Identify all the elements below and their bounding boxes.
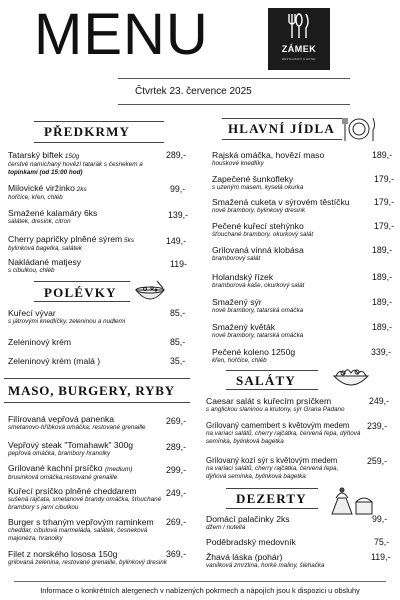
- footer-rule: [14, 581, 386, 582]
- item-price: 259,-: [367, 456, 388, 466]
- section-rule: [226, 389, 318, 390]
- plate-cutlery-icon: [342, 114, 376, 144]
- section-rule: [226, 488, 318, 489]
- section-title-predkrmy: PŘEDKRMY: [44, 124, 131, 139]
- item-name: Pečené koleno 1250g: [212, 347, 296, 357]
- restaurant-logo: [268, 8, 330, 70]
- section-rule: [4, 402, 190, 403]
- menu-item-camembert: [206, 421, 360, 446]
- item-desc: grilovaná zelenina, restované grenaille, bylinkový dresink: [8, 559, 167, 567]
- item-name: Tatarský biftek: [8, 150, 63, 160]
- item-name: Grilovaný camembert s květovým medem: [206, 421, 350, 430]
- section-rule: [4, 378, 190, 379]
- menu-item-cuketa: [212, 197, 350, 215]
- logo-tagline: RESTAURANT & HOTEL: [282, 57, 316, 61]
- item-name: Smažená cuketa v sýrovém těstíčku: [212, 197, 350, 207]
- item-desc: nové brambory, tatarská omáčka: [212, 332, 304, 340]
- item-name: Kuřecí vývar: [8, 308, 56, 318]
- item-desc: nové brambory, tatarská omáčka: [212, 307, 304, 315]
- item-size: 2ks: [74, 186, 87, 193]
- item-desc: salátek, dresink, citron: [8, 218, 71, 226]
- menu-item-tatarsky-biftek: [8, 150, 143, 177]
- item-desc: s uzeným masem, kyselá okurka: [212, 184, 304, 192]
- item-price: 369,-: [166, 549, 187, 559]
- item-price: 339,-: [371, 347, 392, 357]
- menu-item-palacinky: [206, 514, 290, 532]
- menu-item-rajska: [212, 150, 324, 168]
- item-desc: majonéza, hranolky: [8, 535, 63, 543]
- item-name: Grilované kachní prsíčko: [8, 463, 103, 473]
- item-price: 85,-: [170, 308, 186, 318]
- item-name: Zeleninový krém: [8, 337, 72, 347]
- item-name: Zeleninový krém (malá ): [8, 356, 101, 366]
- item-price: 189,-: [372, 245, 393, 255]
- item-desc: nové brambory, bylinkový dresink: [212, 207, 305, 215]
- menu-item-kalamary: [8, 208, 97, 226]
- item-desc: houskové knedlíky: [212, 160, 264, 168]
- item-desc: vanilková zmrzlina, horké maliny, šlehačka: [206, 562, 325, 570]
- item-name: Rajská omáčka, hovězí maso: [212, 150, 325, 160]
- item-name: Grilovaný kozí sýr s květovým medem: [206, 456, 338, 465]
- item-desc: smetanovo-hříbková omáčka, restované grenaille: [8, 424, 146, 432]
- item-desc: na variaci salátů, cherry rajčátka, červená řepa,: [206, 465, 339, 473]
- menu-title: MENU: [34, 2, 209, 67]
- menu-item-kachni-prsicko: [8, 463, 132, 482]
- item-desc: s játrovými knedlíčky, zeleninou a nudlemi: [8, 318, 126, 326]
- salad-bowl-icon: [330, 362, 372, 392]
- item-desc: šťouchané brambory, okurkový salát: [212, 231, 314, 239]
- item-price: 179,-: [374, 174, 395, 184]
- item-desc: sušená rajčata, smetanové brandy omáčka, šťouchané: [8, 496, 162, 504]
- item-price: 189,-: [372, 297, 393, 307]
- menu-item-milovicke-virzinko: [8, 183, 87, 202]
- section-rule: [222, 118, 342, 119]
- section-title-polevky: POLÉVKY: [44, 285, 117, 300]
- item-price: 189,-: [372, 272, 393, 282]
- item-price: 85,-: [170, 337, 186, 347]
- item-price: 179,-: [374, 197, 395, 207]
- item-name: Poděbradský medovník: [206, 537, 296, 547]
- item-price: 299,-: [166, 465, 187, 475]
- item-desc: topinkami (od 15:00 hod): [8, 168, 83, 176]
- item-desc: pepřová omáčka, brambory hranolky: [8, 450, 111, 458]
- item-desc: brusinková omáčka,restované grenaille: [8, 473, 118, 481]
- item-desc: bramborová kaše, okurkový salát: [212, 282, 305, 290]
- item-price: 269,-: [166, 416, 187, 426]
- section-rule: [34, 142, 164, 143]
- item-price: 119-: [170, 259, 187, 269]
- menu-item-medovnik: [206, 537, 296, 547]
- menu-item-koleno: [212, 347, 295, 365]
- section-rule: [34, 281, 130, 282]
- menu-item-kureci-prsicko-cheddar: [8, 486, 161, 512]
- item-desc: s anglickou slaninou a krutony, sýr Grana Padano: [206, 406, 345, 414]
- section-title-dezerty: DEZERTY: [236, 491, 307, 506]
- item-desc: bylinková bagetka, salátek: [8, 244, 82, 252]
- menu-item-veprova-panenka: [8, 414, 146, 432]
- item-desc: čerstvě namíchaný hovězí tatarák s česnekem a: [8, 160, 143, 168]
- item-name: Nakládané matjesy: [8, 257, 82, 267]
- item-price: 189,-: [372, 150, 393, 160]
- item-doneness: (medium): [104, 466, 133, 473]
- item-name: Smažený sýr: [212, 297, 262, 307]
- menu-item-zhava-laska: [206, 552, 325, 570]
- item-name: Grilovaná vinná klobása: [212, 245, 304, 255]
- item-price: 289,-: [166, 150, 187, 160]
- item-price: 179,-: [374, 221, 395, 231]
- item-size: 150g: [62, 153, 80, 160]
- item-name: Cherry papričky plněné sýrem: [8, 234, 123, 244]
- menu-item-losos: [8, 549, 167, 567]
- section-title-salaty: SALÁTY: [236, 373, 296, 388]
- menu-item-burger: [8, 517, 154, 543]
- item-name: Caesar salát s kuřecím prsíčkem: [206, 396, 332, 406]
- item-desc: hořčice, křen, chléb: [8, 193, 63, 201]
- item-name: Filírovaná vepřová panenka: [8, 414, 115, 424]
- item-desc: semínka, bylinková bagetka: [206, 438, 284, 446]
- item-size: 5ks: [122, 237, 135, 244]
- header-rule-top: [118, 78, 350, 79]
- menu-item-holandsky-rizek: [212, 272, 304, 290]
- menu-item-zeleninovy-krem: [8, 337, 71, 347]
- item-price: 249,-: [369, 396, 390, 406]
- item-name: Vepřový steak "Tomahawk" 300g: [8, 440, 134, 450]
- item-price: 35,-: [170, 356, 186, 366]
- item-price: 139,-: [168, 210, 189, 220]
- item-name: Milovické viržinko: [8, 183, 75, 193]
- item-price: 189,-: [372, 322, 393, 332]
- section-rule: [222, 139, 342, 140]
- menu-item-sunkofleky: [212, 174, 303, 192]
- menu-item-matjesy: [8, 257, 81, 275]
- item-price: 289,-: [166, 442, 187, 452]
- item-name: Filet z norského lososa 150g: [8, 549, 118, 559]
- menu-item-smazeny-kvetak: [212, 322, 303, 340]
- item-desc: křen, hořčice, chléb: [212, 357, 267, 365]
- section-title-hlavni: HLAVNÍ JÍDLA: [228, 121, 335, 136]
- item-name: Burger s trhaným vepřovým raminkem: [8, 517, 154, 527]
- item-desc: cheddar, cibulová marmeláda, salátek, česneková: [8, 527, 148, 535]
- item-desc: brambory s jarní cibulkou: [8, 504, 79, 512]
- item-name: Kuřecí prsíčko plněné cheddarem: [8, 486, 137, 496]
- menu-item-smazeny-syr: [212, 297, 303, 315]
- item-name: Domácí palačinky 2ks: [206, 514, 290, 524]
- menu-item-tomahawk: [8, 440, 133, 458]
- section-rule: [226, 370, 318, 371]
- section-rule: [34, 121, 164, 122]
- menu-date: Čtvrtek 23. července 2025: [135, 86, 252, 97]
- menu-item-kureci-stehynko: [212, 221, 313, 239]
- item-price: 119,-: [371, 552, 391, 562]
- soup-bowl-icon: [133, 278, 167, 306]
- item-price: 239,-: [367, 421, 388, 431]
- item-price: 99,-: [372, 514, 388, 524]
- menu-item-kozi-syr: [206, 456, 338, 481]
- menu-item-caesar: [206, 396, 345, 414]
- header-rule-bottom: [118, 104, 350, 105]
- item-price: 269,-: [166, 517, 187, 527]
- allergen-notice: Informace o konkrétních alergenech v nabízených pokrmech a nápojích jsou k dispozici u obsluhy: [40, 586, 360, 595]
- item-name: Smažený květák: [212, 322, 276, 332]
- section-title-maso: MASO, BURGERY, RYBY: [8, 383, 175, 398]
- item-desc: džem / nutella: [206, 524, 246, 532]
- item-price: 249,-: [166, 488, 187, 498]
- cutlery-icon: [268, 8, 330, 44]
- item-price: 75,-: [374, 537, 390, 547]
- menu-item-zeleninovy-krem-mala: [8, 356, 100, 366]
- section-rule: [34, 301, 130, 302]
- menu-item-cherry-papricky: [8, 234, 134, 253]
- item-name: Pečené kuřecí stehýnko: [212, 221, 304, 231]
- item-name: Holandský řízek: [212, 272, 274, 282]
- item-name: Žhavá láska (pohár): [206, 552, 283, 562]
- item-name: Smažené kalamáry 6ks: [8, 208, 98, 218]
- item-desc: bramborový salát: [212, 255, 261, 263]
- item-desc: na variaci salátů, cherry rajčátka, červená řepa, dýňová: [206, 430, 361, 438]
- item-price: 149,-: [166, 236, 187, 246]
- item-price: 99,-: [170, 184, 186, 194]
- menu-item-kureci-vyvar: [8, 308, 125, 326]
- menu-item-klobasa: [212, 245, 304, 263]
- item-name: Zapečené šunkofleky: [212, 174, 294, 184]
- item-desc: s cibulkou, chléb: [8, 267, 55, 275]
- logo-name: ZÁMEK: [281, 44, 317, 54]
- item-desc: dýňová semínka, bylinková bagetka: [206, 473, 306, 481]
- dessert-icon: [326, 484, 376, 518]
- section-rule: [226, 508, 318, 509]
